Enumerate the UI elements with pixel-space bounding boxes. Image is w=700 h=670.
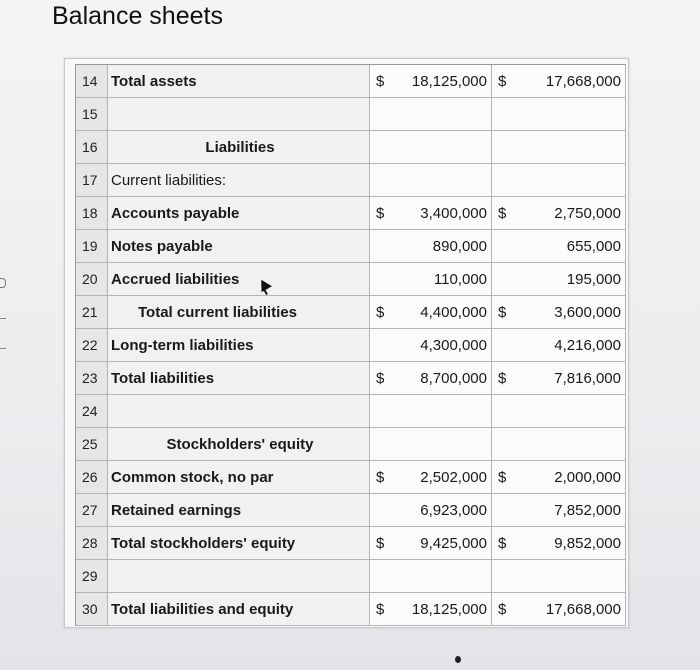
- dollar-sign: $: [376, 72, 385, 90]
- current-year-amount: 4,300,000: [420, 336, 487, 354]
- prior-year-amount: 195,000: [566, 270, 621, 288]
- edge-artifact-line: [0, 318, 6, 319]
- current-year-amount: 890,000: [432, 237, 487, 255]
- row-label[interactable]: Stockholders' equity: [108, 428, 370, 461]
- table-row: [76, 593, 626, 626]
- row-label[interactable]: [108, 98, 370, 131]
- table-row: [76, 65, 626, 98]
- prior-year-cell[interactable]: [492, 65, 626, 98]
- row-number[interactable]: 28: [76, 527, 108, 560]
- prior-year-amount: 7,816,000: [554, 369, 621, 387]
- row-label[interactable]: Total stockholders' equity: [108, 527, 370, 560]
- prior-year-cell[interactable]: [492, 230, 626, 263]
- row-number[interactable]: 16: [76, 131, 108, 164]
- current-year-amount: 3,400,000: [420, 204, 487, 222]
- row-number[interactable]: 22: [76, 329, 108, 362]
- dollar-sign: $: [498, 534, 507, 552]
- dust-dot: [455, 656, 461, 663]
- prior-year-amount: 17,668,000: [545, 72, 621, 90]
- prior-year-amount: 2,750,000: [554, 204, 621, 222]
- table-row: [76, 560, 626, 593]
- prior-year-amount: 4,216,000: [554, 336, 621, 354]
- row-label[interactable]: [108, 560, 370, 593]
- row-number[interactable]: 27: [76, 494, 108, 527]
- prior-year-cell[interactable]: [492, 131, 626, 164]
- current-year-amount: 110,000: [433, 270, 487, 288]
- current-year-cell[interactable]: [370, 395, 492, 428]
- current-year-amount: 9,425,000: [420, 534, 487, 552]
- prior-year-amount: 655,000: [566, 237, 621, 255]
- row-label[interactable]: Total liabilities: [108, 362, 370, 395]
- row-number[interactable]: 17: [76, 164, 108, 197]
- prior-year-amount: 7,852,000: [554, 501, 621, 519]
- current-year-cell[interactable]: [370, 329, 492, 362]
- current-year-cell[interactable]: [370, 593, 492, 626]
- table-row: [76, 197, 626, 230]
- prior-year-cell[interactable]: [492, 329, 626, 362]
- prior-year-amount: 17,668,000: [545, 600, 621, 618]
- dollar-sign: $: [498, 600, 507, 618]
- current-year-cell[interactable]: [370, 560, 492, 593]
- prior-year-cell[interactable]: [492, 527, 626, 560]
- current-year-cell[interactable]: [370, 230, 492, 263]
- row-number[interactable]: 23: [76, 362, 108, 395]
- current-year-amount: 6,923,000: [420, 501, 487, 519]
- current-year-cell[interactable]: [370, 197, 492, 230]
- row-label[interactable]: Retained earnings: [108, 494, 370, 527]
- current-year-amount: 4,400,000: [420, 303, 487, 321]
- prior-year-amount: 2,000,000: [554, 468, 621, 486]
- dollar-sign: $: [498, 369, 507, 387]
- row-number[interactable]: 21: [76, 296, 108, 329]
- prior-year-cell[interactable]: [492, 428, 626, 461]
- row-number[interactable]: 29: [76, 560, 108, 593]
- current-year-cell[interactable]: [370, 296, 492, 329]
- page-title: Balance sheets: [52, 2, 223, 30]
- dollar-sign: $: [376, 534, 385, 552]
- row-label[interactable]: Total current liabilities: [108, 296, 370, 329]
- prior-year-cell[interactable]: [492, 494, 626, 527]
- row-label[interactable]: Accounts payable: [108, 197, 370, 230]
- prior-year-cell[interactable]: [492, 362, 626, 395]
- row-number[interactable]: 26: [76, 461, 108, 494]
- prior-year-cell[interactable]: [492, 395, 626, 428]
- row-label[interactable]: Notes payable: [108, 230, 370, 263]
- prior-year-cell[interactable]: [492, 296, 626, 329]
- row-label[interactable]: Total assets: [108, 65, 370, 98]
- current-year-amount: 18,125,000: [411, 600, 487, 618]
- prior-year-amount: 9,852,000: [554, 534, 621, 552]
- row-number[interactable]: 18: [76, 197, 108, 230]
- row-number[interactable]: 19: [76, 230, 108, 263]
- table-row: [76, 98, 626, 131]
- current-year-cell[interactable]: [370, 98, 492, 131]
- row-number[interactable]: 14: [76, 65, 108, 98]
- prior-year-cell[interactable]: [492, 98, 626, 131]
- row-label[interactable]: [108, 395, 370, 428]
- table-row: [76, 164, 626, 197]
- prior-year-cell[interactable]: [492, 263, 626, 296]
- current-year-cell[interactable]: [370, 428, 492, 461]
- row-number[interactable]: 24: [76, 395, 108, 428]
- row-number[interactable]: 20: [76, 263, 108, 296]
- current-year-cell[interactable]: [370, 131, 492, 164]
- row-label[interactable]: Liabilities: [108, 131, 370, 164]
- table-row: [76, 296, 626, 329]
- row-label[interactable]: Current liabilities:: [108, 164, 370, 197]
- table-row: [76, 329, 626, 362]
- dollar-sign: $: [376, 369, 385, 387]
- row-label[interactable]: Long-term liabilities: [108, 329, 370, 362]
- prior-year-cell[interactable]: [492, 461, 626, 494]
- dollar-sign: $: [498, 303, 507, 321]
- table-row: [76, 461, 626, 494]
- row-label[interactable]: Common stock, no par: [108, 461, 370, 494]
- current-year-cell[interactable]: [370, 164, 492, 197]
- table-row: [76, 527, 626, 560]
- row-number[interactable]: 15: [76, 98, 108, 131]
- dollar-sign: $: [376, 303, 385, 321]
- current-year-cell[interactable]: [370, 494, 492, 527]
- table-row: [76, 263, 626, 296]
- current-year-amount: 2,502,000: [420, 468, 487, 486]
- prior-year-cell[interactable]: [492, 593, 626, 626]
- dollar-sign: $: [498, 204, 507, 222]
- dollar-sign: $: [376, 204, 385, 222]
- table-row: [76, 131, 626, 164]
- dollar-sign: $: [498, 468, 507, 486]
- row-number[interactable]: 30: [76, 593, 108, 626]
- table-row: [76, 428, 626, 461]
- edge-artifact: [0, 278, 6, 288]
- dollar-sign: $: [376, 600, 385, 618]
- prior-year-cell[interactable]: [492, 164, 626, 197]
- current-year-cell[interactable]: [370, 65, 492, 98]
- current-year-cell[interactable]: [370, 527, 492, 560]
- current-year-cell[interactable]: [370, 362, 492, 395]
- current-year-cell[interactable]: [370, 461, 492, 494]
- prior-year-cell[interactable]: [492, 197, 626, 230]
- current-year-cell[interactable]: [370, 263, 492, 296]
- edge-artifact-line: [0, 348, 6, 349]
- prior-year-cell[interactable]: [492, 560, 626, 593]
- table-row: [76, 362, 626, 395]
- row-label[interactable]: Accrued liabilities: [108, 263, 370, 296]
- table-row: [76, 230, 626, 263]
- prior-year-amount: 3,600,000: [554, 303, 621, 321]
- row-number[interactable]: 25: [76, 428, 108, 461]
- dollar-sign: $: [498, 72, 507, 90]
- table-row: [76, 395, 626, 428]
- current-year-amount: 8,700,000: [420, 369, 487, 387]
- balance-sheet-table: [75, 64, 626, 626]
- current-year-amount: 18,125,000: [411, 72, 487, 90]
- dollar-sign: $: [376, 468, 385, 486]
- row-label[interactable]: Total liabilities and equity: [108, 593, 370, 626]
- table-row: [76, 494, 626, 527]
